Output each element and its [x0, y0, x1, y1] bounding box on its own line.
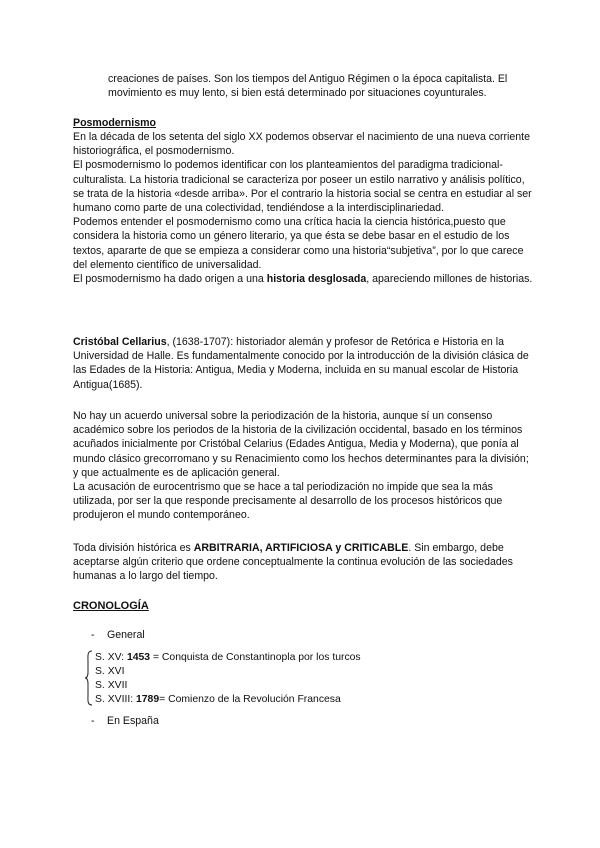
espana-label: En España — [107, 715, 159, 727]
division-before: Toda división histórica es — [73, 542, 194, 554]
era-prefix: S. XVI — [95, 666, 125, 677]
posmodernismo-paragraph-4 — [73, 272, 533, 286]
era-year: 1789 — [136, 694, 160, 705]
periodizacion-section — [73, 409, 533, 523]
list-dash: - — [91, 715, 95, 727]
p4-after: , apareciendo millones de historias. — [366, 273, 533, 286]
division-paragraph — [73, 541, 533, 584]
posmodernismo-section — [73, 130, 533, 286]
era-item — [95, 665, 124, 679]
era-year: 1453 — [126, 652, 151, 663]
era-item — [95, 693, 341, 707]
p4-before: El posmodernismo ha dado origen a una — [73, 273, 267, 286]
era-prefix: S. XV: — [95, 652, 127, 663]
posmodernismo-heading: Posmodernismo — [73, 117, 157, 129]
cellarius-name: Cristóbal Cellarius — [73, 336, 167, 348]
era-prefix: S. XVIII: — [95, 694, 136, 705]
general-label: General — [107, 629, 145, 641]
division-bold: ARBITRARIA, ARTIFICIOSA y CRITICABLE — [193, 542, 409, 554]
era-item — [95, 651, 361, 665]
posmodernismo-paragraph-1: En la década de los setenta del siglo XX podemos observar el nacimiento de una nueva corriente historiográfica, el posmodernismo. — [73, 131, 530, 158]
left-brace-icon — [84, 650, 94, 706]
era-item — [95, 679, 127, 693]
division-after: . Sin embargo, debe aceptarse algún criterio que ordene conceptualmente la continua evolución de las sociedades humanas a lo largo del tiempo. — [73, 542, 513, 583]
era-text: = Conquista de Constantinopla por los turcos — [150, 652, 361, 663]
cronologia-title: CRONOLOGÍA — [73, 600, 149, 612]
p4-bold-term: historia desglosada — [266, 273, 367, 286]
periodizacion-paragraph-1: No hay un acuerdo universal sobre la periodización de la historia, aunque sí un consenso académico sobre los periodos de la historia de la civilización occidental, basado en los términos acuñados inicialmente por Cristóbal Celarius (Edades Antigua, Media y Moderna), que ponía al mundo clásico grecorromano y su Renacimiento como los hechos determinantes para la división; y que actualmente es de aplicación general. — [73, 410, 529, 479]
list-dash: - — [91, 629, 95, 641]
posmodernismo-paragraph-2: El posmodernismo lo podemos identificar con los planteamientos del paradigma tradicional-culturalista. La historia tradicional se caracteriza por poseer un estilo narrativo y análisis político, se trata de la historia «desde arriba». Por el contrario la historia social se centra en estudiar al ser humano como parte de una colectividad, tendiéndose a la interdisciplinariedad. — [73, 159, 532, 215]
cellarius-paragraph — [73, 335, 533, 392]
intro-continuation: creaciones de países. Son los tiempos del Antiguo Régimen o la época capitalista. El movimiento es muy lento, si bien está determinado por situaciones coyunturales. — [108, 73, 508, 100]
periodizacion-paragraph-2: La acusación de eurocentrismo que se hace a tal periodización no impide que sea la más utilizada, por ser la que responde precisamente al desarrollo de los procesos históricos que produjeron el mundo contemporáneo. — [73, 481, 503, 522]
era-prefix: S. XVII — [95, 680, 128, 691]
era-text: = Comienzo de la Revolución Francesa — [159, 694, 341, 705]
cellarius-text: , (1638-1707): historiador alemán y profesor de Retórica e Historia en la Universidad de Halle. Es fundamentalmente conocido por la introducción de la división clásica de las Edades de la Historia: Antigua, Media y Moderna, incluida en su manual escolar de Historia Antigua(1685). — [73, 336, 529, 391]
posmodernismo-paragraph-3: Podemos entender el posmodernismo como una crítica hacia la ciencia histórica,puesto que considera la historia como un género literario, ya que ésta se debe basar en el estudio de los textos, apararte de que se empieza a considerar como una historia“subjetiva”, por lo que carece del elemento científico de universalidad. — [73, 216, 524, 271]
